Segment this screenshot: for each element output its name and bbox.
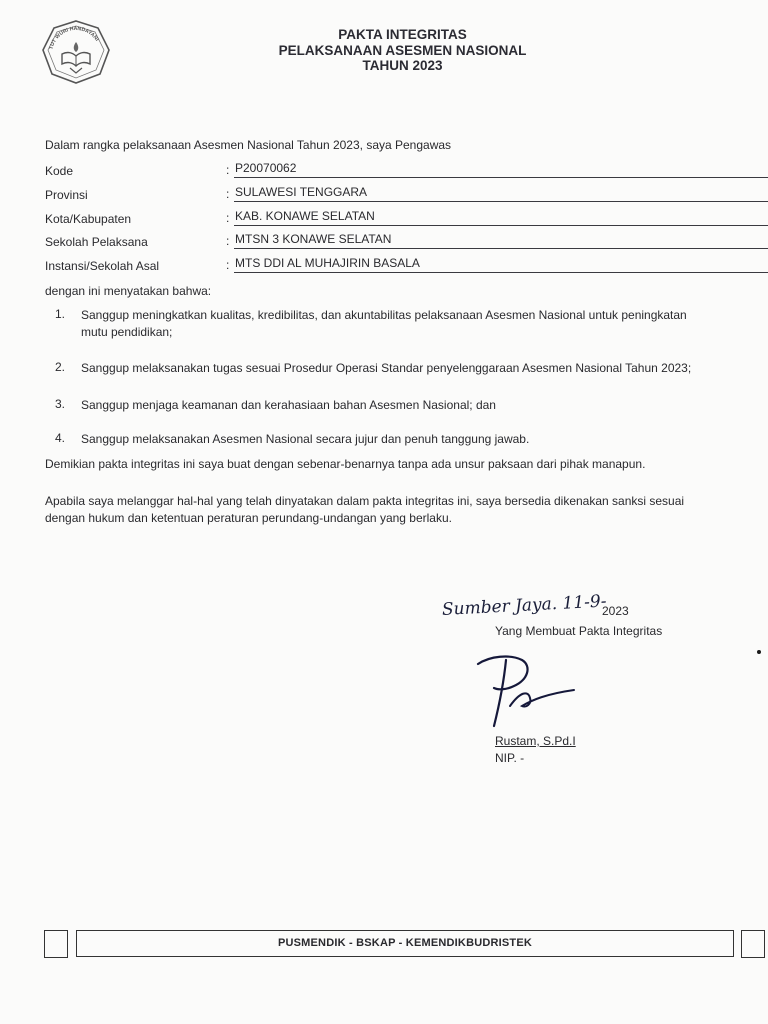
field-label: Instansi/Sekolah Asal — [45, 259, 160, 274]
item-text-line: Sanggup meningkatkan kualitas, kredibilitas, dan akuntabilitas pelaksanaan Asesmen Nasional untuk peningkatan — [81, 308, 687, 322]
field-colon: : — [226, 234, 230, 249]
item-text: Sanggup melaksanakan Asesmen Nasional secara jujur dan penuh tanggung jawab. — [81, 432, 530, 446]
item-number: 4. — [55, 431, 66, 445]
field-label: Kota/Kabupaten — [45, 211, 132, 226]
signer-nip: NIP. - — [495, 751, 525, 765]
item-number: 1. — [55, 307, 66, 321]
identity-fields — [45, 161, 768, 280]
title-line-3: TAHUN 2023 — [362, 58, 443, 73]
maker-label: Yang Membuat Pakta Integritas — [495, 624, 663, 638]
signature-year: 2023 — [602, 604, 629, 618]
footer-left-box — [44, 930, 68, 958]
title-line-2: PELAKSANAAN ASESMEN NASIONAL — [278, 42, 527, 58]
field-label: Sekolah Pelaksana — [45, 235, 148, 250]
sanction-line: Apabila saya melanggar hal-hal yang telah dinyatakan dalam pakta integritas ini, saya bersedia dikenakan sanksi sesuai — [45, 494, 685, 508]
signature-block — [440, 588, 740, 778]
field-colon: : — [226, 210, 230, 225]
field-kota-kabupaten — [45, 209, 768, 233]
field-sekolah-pelaksana — [45, 232, 768, 256]
item-number: 3. — [55, 397, 66, 411]
item-number: 2. — [55, 360, 66, 374]
field-value: P20070062 — [234, 161, 768, 178]
footer-right-box — [741, 930, 765, 958]
field-provinsi — [45, 185, 768, 209]
item-text: Sanggup melaksanakan tugas sesuai Prosedur Operasi Standar penyelenggaraan Asesmen Nasional Tahun 2023; — [81, 361, 692, 375]
field-value: MTS DDI AL MUHAJIRIN BASALA — [234, 256, 768, 273]
title-line-1: PAKTA INTEGRITAS — [338, 27, 467, 42]
field-label: Provinsi — [45, 187, 88, 202]
sanction-line: dengan hukum dan ketentuan peraturan perundang-undangan yang berlaku. — [45, 511, 452, 525]
sanction-statement — [45, 493, 745, 527]
field-value: KAB. KONAWE SELATAN — [234, 209, 768, 226]
item-text: Sanggup menjaga keamanan dan kerahasiaan bahan Asesmen Nasional; dan — [81, 398, 496, 412]
document-title — [0, 27, 768, 74]
closing-statement: Demikian pakta integritas ini saya buat dengan sebenar-benarnya tanpa ada unsur paksaan dari pihak manapun. — [45, 457, 646, 471]
logo-motto: TUT WURI HANDAYANI — [48, 25, 100, 51]
field-value: MTSN 3 KONAWE SELATAN — [234, 232, 768, 249]
field-label: Kode — [45, 164, 74, 178]
field-colon: : — [226, 186, 230, 201]
field-instansi-sekolah-asal — [45, 256, 768, 280]
item-text-line: mutu pendidikan; — [81, 325, 173, 339]
declaration-intro: dengan ini menyatakan bahwa: — [45, 284, 212, 298]
signer-name: Rustam, S.Pd.I — [495, 734, 576, 748]
place-date-text: Sumber Jaya. 11-9- — [441, 591, 607, 620]
field-kode — [45, 161, 768, 185]
intro-text: Dalam rangka pelaksanaan Asesmen Nasional Tahun 2023, saya Pengawas — [45, 138, 452, 152]
scan-speck — [757, 650, 761, 654]
handwritten-signature — [470, 650, 580, 730]
field-value: SULAWESI TENGGARA — [234, 185, 768, 202]
field-colon: : — [226, 258, 230, 273]
footer-label: PUSMENDIK - BSKAP - KEMENDIKBUDRISTEK — [76, 930, 734, 957]
field-colon: : — [226, 163, 230, 177]
item-text — [81, 307, 687, 341]
